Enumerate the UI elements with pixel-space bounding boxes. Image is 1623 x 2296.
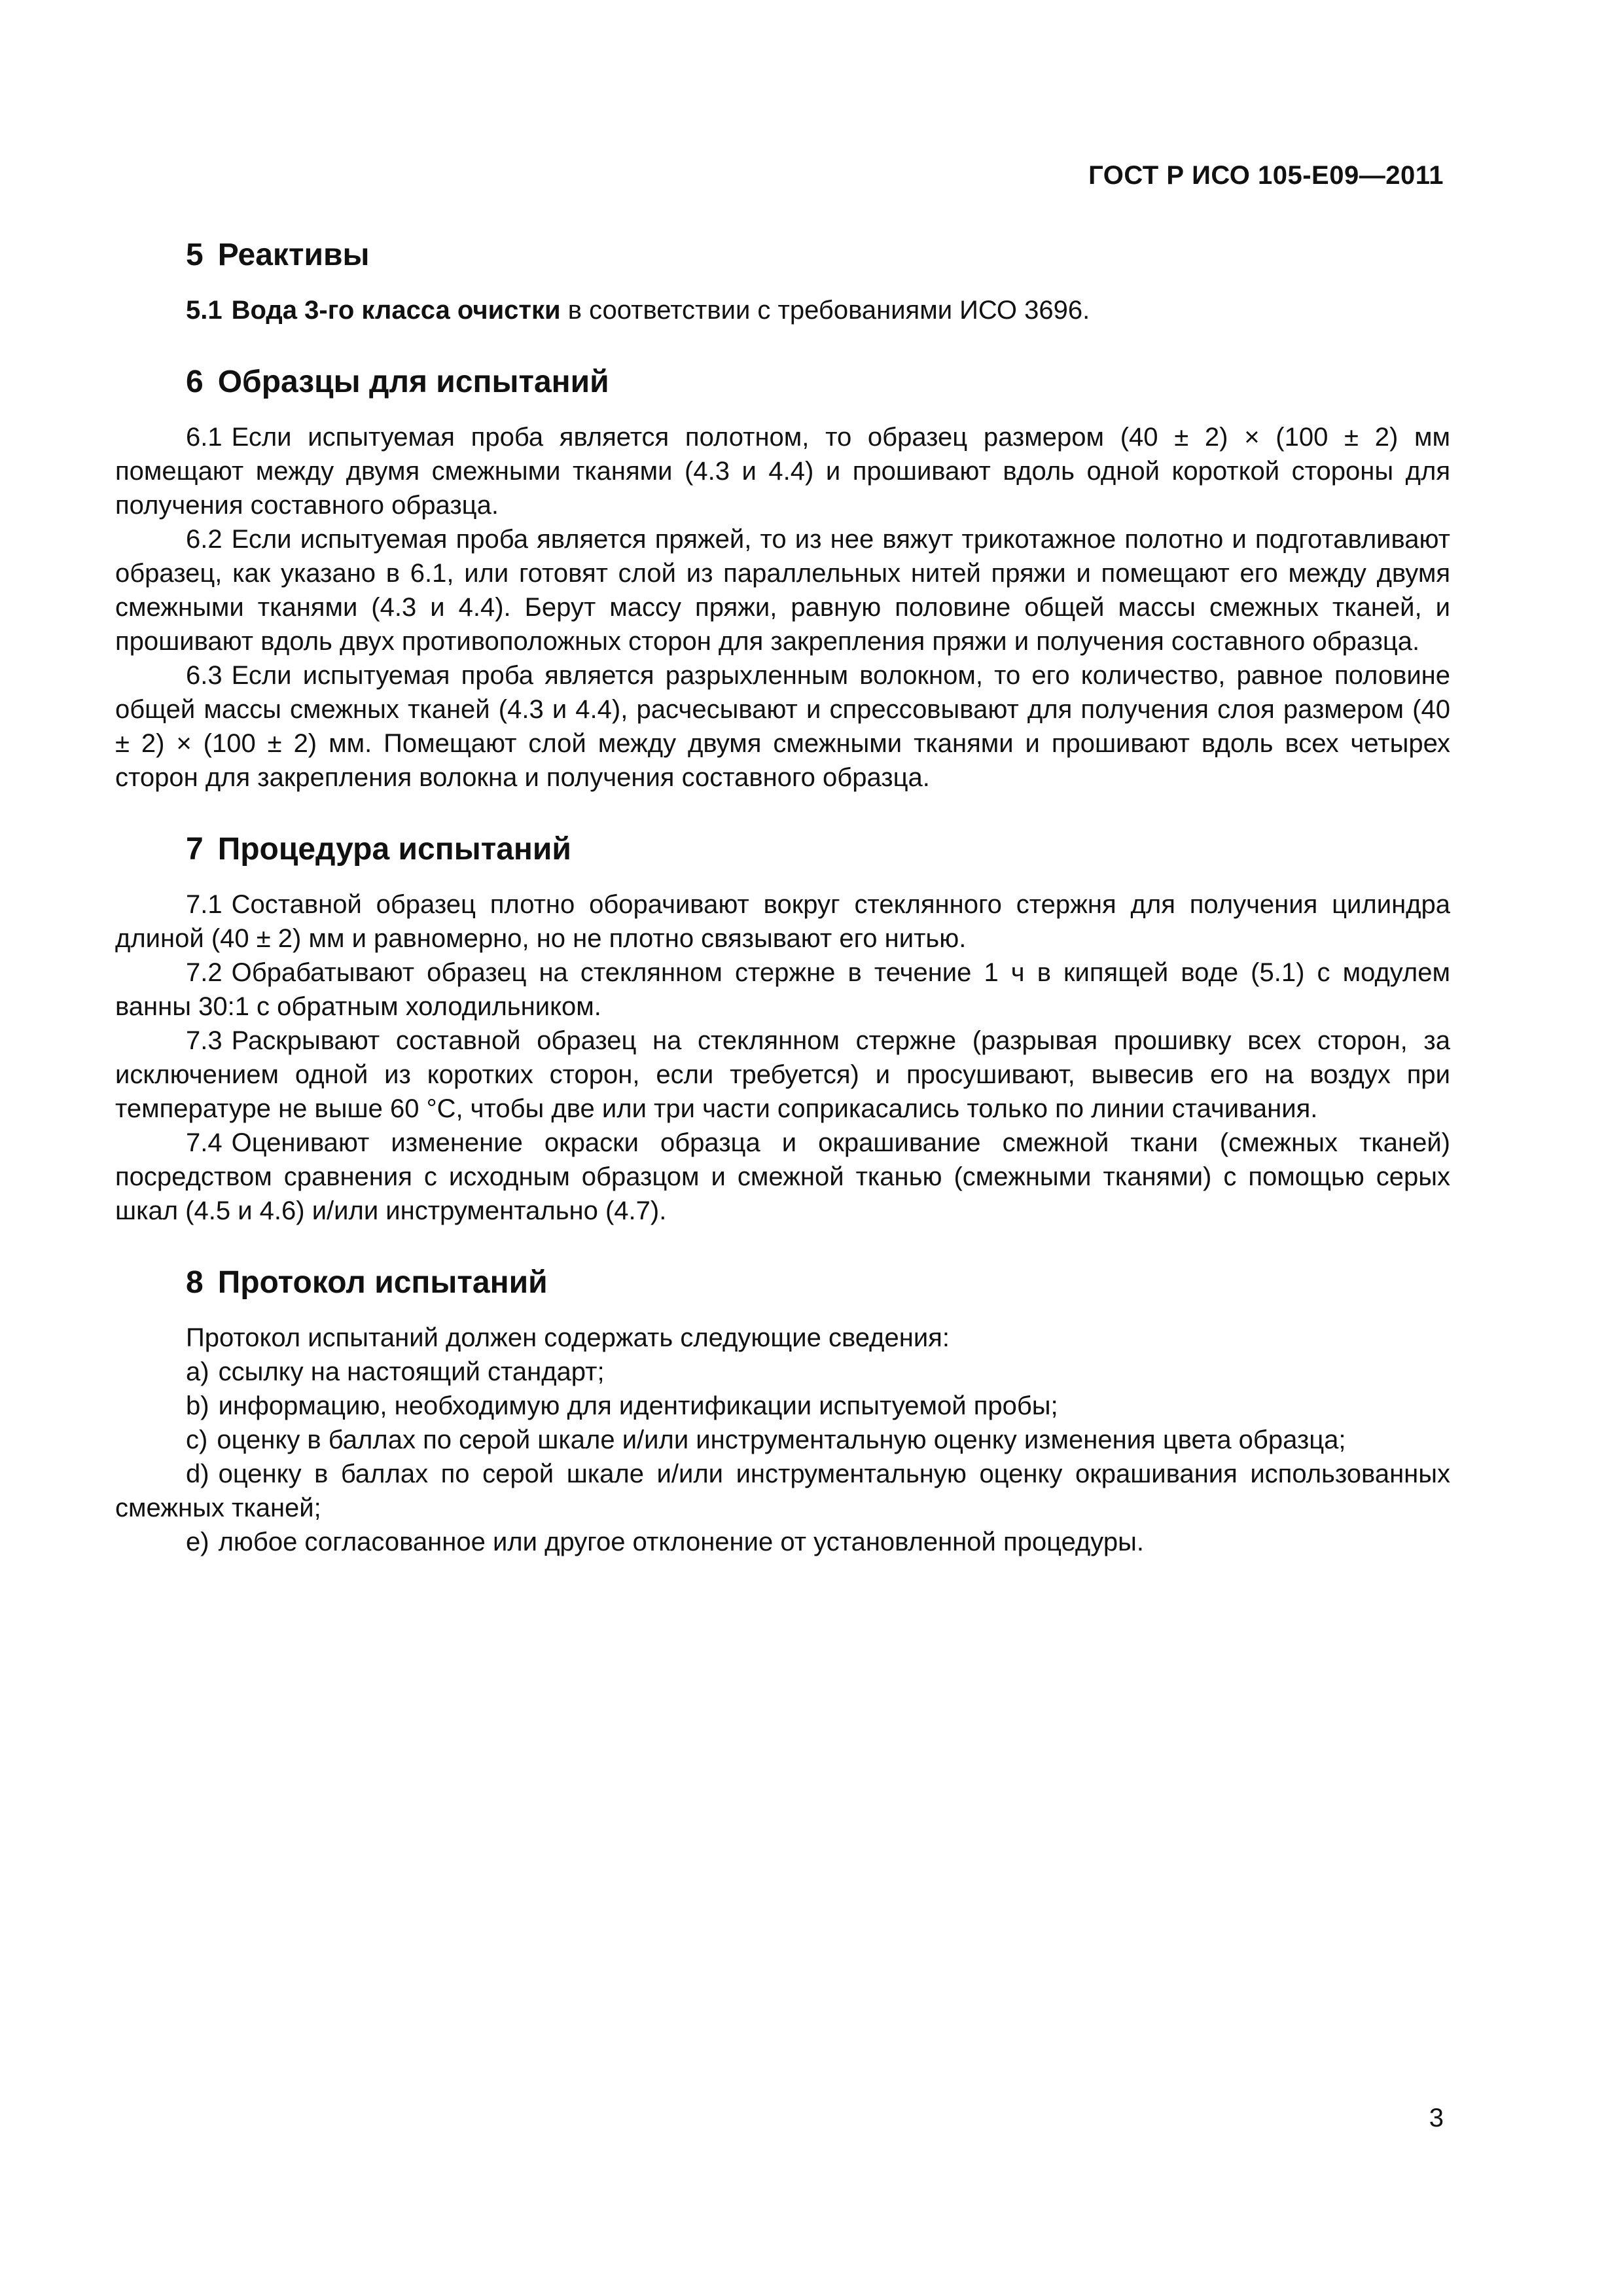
section-title: Процедура испытаний [217, 832, 571, 867]
protocol-intro: Протокол испытаний должен содержать следующие сведения: [186, 1323, 950, 1352]
section-6-heading [115, 363, 1450, 402]
section-number: 5 [186, 238, 204, 272]
clause-text: Раскрывают составной образец на стеклянном стержне (разрывая прошивку всех сторон, за исключением одной из коротких сторон, если требуется) и просушивают, вывесив его на воздух при температуре не выше 60 °С, чтобы две или три части соприкасались только по линии стачивания. [115, 1026, 1450, 1123]
clause-number: 6.2 [186, 525, 223, 554]
clause-text: Составной образец плотно оборачивают вокруг стеклянного стержня для получения цилиндра длиной (40 ± 2) мм и равномерно, но не плотно связывают его нитью. [115, 890, 1450, 953]
clause-text: в соответствии с требованиями ИСО 3696. [560, 296, 1090, 325]
clause-7-2 [115, 956, 1450, 1024]
clause-number: 5.1 [186, 296, 223, 325]
clause-7-4 [115, 1126, 1450, 1228]
list-item-text: оценку в баллах по серой шкале и/или инструментальную оценку окрашивания использованных смежных тканей; [115, 1460, 1450, 1522]
list-item [115, 1355, 1450, 1389]
section-title: Протокол испытаний [217, 1265, 548, 1300]
list-marker: d) [186, 1460, 209, 1488]
clause-text: Если испытуемая проба является разрыхленным волокном, то его количество, равное половине общей массы смежных тканей (4.3 и 4.4), расчесывают и спрессовывают для получения слоя размером (40 ± 2) × (100 ± 2) мм. Помещают слой между двумя смежными тканями и прошивают вдоль всех четырех сторон для закрепления волокна и получения составного образца. [115, 661, 1450, 792]
clause-7-1 [115, 888, 1450, 956]
document-header: ГОСТ Р ИСО 105-Е09—2011 [1088, 161, 1444, 190]
list-item-text: оценку в баллах по серой шкале и/или инструментальную оценку изменения цвета образца; [217, 1426, 1346, 1454]
clause-6-3 [115, 658, 1450, 795]
list-marker: a) [186, 1357, 209, 1386]
clause-number: 6.3 [186, 661, 223, 690]
list-marker: b) [186, 1391, 209, 1420]
section-number: 7 [186, 832, 204, 867]
clause-6-2 [115, 522, 1450, 658]
list-marker: e) [186, 1528, 209, 1556]
section-number: 8 [186, 1265, 204, 1300]
list-item [115, 1389, 1450, 1423]
clause-number: 7.3 [186, 1026, 223, 1055]
list-item-text: информацию, необходимую для идентификации испытуемой пробы; [218, 1391, 1058, 1420]
section-7-heading [115, 830, 1450, 869]
clause-text: Если испытуемая проба является пряжей, то из нее вяжут трикотажное полотно и подготавливают образец, как указано в 6.1, или готовят слой из параллельных нитей пряжи и помещают его между двумя смежными тканями (4.3 и 4.4). Берут массу пряжи, равную половине общей массы смежных тканей, и прошивают вдоль двух противоположных сторон для закрепления пряжи и получения составного образца. [115, 525, 1450, 656]
clause-text: Оценивают изменение окраски образца и окрашивание смежной ткани (смежных тканей) посредством сравнения с исходным образцом и смежной тканью (смежными тканями) с помощью серых шкал (4.5 и 4.6) и/или инструментально (4.7). [115, 1128, 1450, 1225]
list-marker: c) [186, 1426, 208, 1454]
section-8-heading [115, 1263, 1450, 1302]
list-item [115, 1423, 1450, 1457]
clause-text: Если испытуемая проба является полотном, то образец размером (40 ± 2) × (100 ± 2) мм помещают между двумя смежными тканями (4.3 и 4.4) и прошивают вдоль одной короткой стороны для получения составного образца. [115, 423, 1450, 520]
section-title: Реактивы [217, 238, 370, 272]
page-number: 3 [1429, 2104, 1444, 2132]
clause-bold-term: Вода 3-го класса очистки [231, 296, 561, 325]
clause-number: 7.4 [186, 1128, 223, 1157]
list-item [115, 1457, 1450, 1525]
clause-7-3 [115, 1024, 1450, 1126]
section-title: Образцы для испытаний [217, 365, 609, 399]
list-item-text: любое согласованное или другое отклонение от установленной процедуры. [218, 1528, 1144, 1556]
clause-6-1 [115, 420, 1450, 522]
clause-text: Обрабатывают образец на стеклянном стержне в течение 1 ч в кипящей воде (5.1) с модулем ванны 30:1 с обратным холодильником. [115, 958, 1450, 1021]
clause-5-1 [115, 293, 1450, 327]
document-body [115, 236, 1450, 1559]
list-item [115, 1525, 1450, 1559]
section-5-heading [115, 236, 1450, 275]
clause-number: 6.1 [186, 423, 223, 452]
clause-number: 7.2 [186, 958, 223, 987]
clause-number: 7.1 [186, 890, 223, 919]
list-item-text: ссылку на настоящий стандарт; [218, 1357, 605, 1386]
section-number: 6 [186, 365, 204, 399]
